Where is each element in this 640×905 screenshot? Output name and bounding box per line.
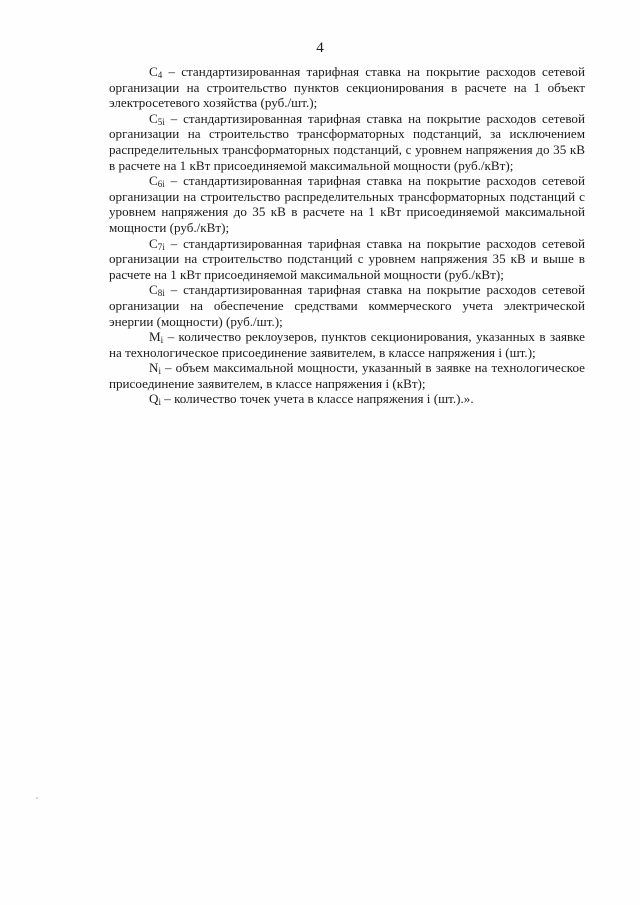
symbol-subscript: 7i	[157, 241, 165, 252]
definition-text: – стандартизированная тарифная ставка на покрытие расходов сетевой организации на строительство трансформаторных подстанций, за исключением распределительных трансформаторных подстанций, с уровнем напряжения до 35 кВ в расчете на 1 кВт присоединяемой максимальной мощности (руб./кВт);	[109, 110, 585, 173]
symbol: M	[149, 329, 161, 345]
document-body	[109, 64, 585, 407]
symbol: Q	[149, 391, 159, 407]
symbol-subscript: i	[158, 366, 161, 377]
definition-c8i	[109, 282, 585, 329]
scan-speck	[36, 797, 38, 799]
symbol: C	[149, 173, 158, 189]
definition-text: – объем максимальной мощности, указанный в заявке на технологическое присоединение заявителем, в классе напряжения i (кВт);	[109, 360, 585, 391]
definition-text: – стандартизированная тарифная ставка на покрытие расходов сетевой организации на строительство подстанций с уровнем напряжения 35 кВ и выше в расчете на 1 кВт присоединяемой максимальной мощности (руб./кВт);	[109, 235, 585, 282]
symbol: C	[149, 110, 158, 126]
page-number: 4	[316, 40, 324, 56]
symbol-subscript: 5i	[157, 116, 165, 127]
definition-text: – стандартизированная тарифная ставка на покрытие расходов сетевой организации на строительство распределительных трансформаторных подстанций с уровнем напряжения до 35 кВ в расчете на 1 кВт присоединяемой максимальной мощности (руб./кВт);	[109, 173, 585, 235]
symbol-subscript: i	[160, 335, 164, 346]
definition-qi	[109, 391, 585, 407]
definition-text: – количество точек учета в классе напряжения i (шт.).».	[160, 391, 474, 407]
symbol-subscript: 6i	[157, 179, 165, 190]
definition-ni	[109, 360, 585, 391]
symbol: C	[149, 282, 158, 298]
symbol-subscript: 4	[157, 70, 163, 80]
definition-mi	[109, 329, 585, 360]
definition-c4	[109, 64, 585, 111]
symbol: C	[149, 64, 158, 79]
definition-c6i	[109, 173, 585, 235]
symbol-subscript: 8i	[157, 288, 165, 299]
definition-text: – количество реклоузеров, пунктов секционирования, указанных в заявке на технологическое присоединение заявителем, в классе напряжения i (шт.);	[109, 329, 585, 360]
definition-text: – стандартизированная тарифная ставка на покрытие расходов сетевой организации на обеспечение средствами коммерческого учета электрической энергии (мощности) (руб./шт.);	[109, 282, 585, 329]
definition-text: – стандартизированная тарифная ставка на покрытие расходов сетевой организации на строительство пунктов секционирования в расчете на 1 объект электросетевого хозяйства (руб./шт.);	[109, 64, 585, 111]
definition-c5i	[109, 111, 585, 173]
definition-c7i	[109, 236, 585, 283]
symbol: C	[149, 235, 158, 251]
symbol-subscript: i	[158, 397, 161, 408]
symbol: N	[149, 360, 159, 376]
